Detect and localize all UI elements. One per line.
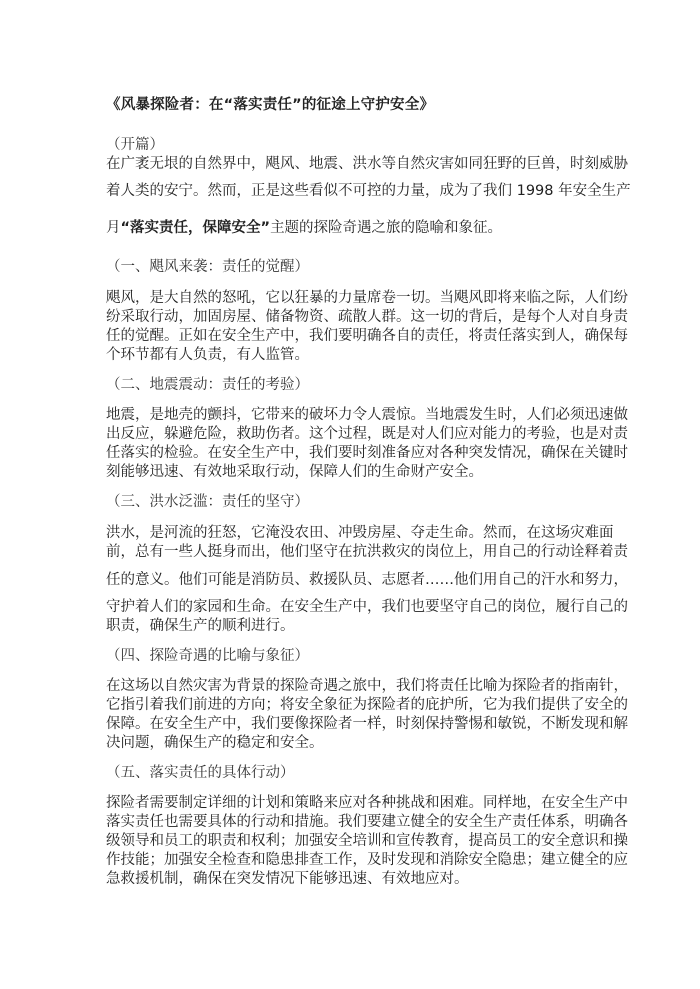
section-1-line: 纷采取行动，加固房屋、储备物资、疏散人群。这一切的背后，是每个人对自身责 (106, 309, 628, 325)
section-5-line: 级领导和员工的职责和权利；加强安全培训和宣传教育，提高员工的安全意识和操 (106, 833, 628, 849)
section-3-line: 守护着人们的家园和生命。在安全生产中，我们也要坚守自己的岗位，履行自己的 (106, 599, 628, 615)
section-4-line: 它指引着我们前进的方向；将安全象征为探险者的庇护所，它为我们提供了安全的 (106, 697, 628, 713)
section-2-line: 刻能够迅速、有效地采取行动，保障人们的生命财产安全。 (106, 464, 483, 480)
intro-line-1: 在广袤无垠的自然界中，飓风、地震、洪水等自然灾害如同狂野的巨兽，时刻威胁 (106, 156, 628, 172)
section-3-line: 任的意义。他们可能是消防员、救援队员、志愿者……他们用自己的汗水和努力， (106, 572, 628, 588)
section-1-line: 任的觉醒。正如在安全生产中，我们要明确各自的责任，将责任落实到人，确保每 (106, 328, 628, 344)
section-5-heading: （五、落实责任的具体行动） (106, 765, 295, 781)
intro-line-3 (106, 219, 502, 237)
section-5-line: 落实责任也需要具体的行动和措施。我们要建立健全的安全生产责任体系，明确各 (106, 814, 628, 830)
section-2-line: 出反应，躲避危险，救助伤者。这个过程，既是对人们应对能力的考验，也是对责 (106, 426, 628, 442)
section-3-line: 前，总有一些人挺身而出，他们坚守在抗洪救灾的岗位上，用自己的行动诠释着责 (106, 544, 628, 560)
section-3-heading: （三、洪水泛滥：责任的坚守） (106, 494, 309, 510)
intro-line-3-suffix: 主题的探险奇遇之旅的隐喻和象征。 (270, 220, 503, 236)
section-2-line: 任落实的检验。在安全生产中，我们要时刻准备应对各种突发情况，确保在关键时 (106, 445, 628, 461)
section-1-line: 飓风，是大自然的怒吼，它以狂暴的力量席卷一切。当飓风即将来临之际，人们纷 (106, 290, 628, 306)
section-4-line: 决问题，确保生产的稳定和安全。 (106, 735, 324, 751)
section-5-line: 作技能；加强安全检查和隐患排查工作，及时发现和消除安全隐患；建立健全的应 (106, 852, 628, 868)
section-5-line: 探险者需要制定详细的计划和策略来应对各种挑战和困难。同样地，在安全生产中 (106, 795, 628, 811)
section-1-heading: （一、飓风来袭：责任的觉醒） (106, 259, 309, 275)
section-4-heading: （四、探险奇遇的比喻与象征） (106, 648, 309, 664)
section-3-line: 洪水，是河流的狂怒，它淹没农田、冲毁房屋、夺走生命。然而，在这场灾难面 (106, 525, 614, 541)
intro-line-2: 着人类的安宁。然而，正是这些看似不可控的力量，成为了我们 1998 年安全生产 (106, 183, 631, 199)
section-5-line: 急救援机制，确保在突发情况下能够迅速、有效地应对。 (106, 871, 469, 887)
section-1-line: 个环节都有人负责，有人监管。 (106, 347, 309, 363)
document-title: 《风暴探险者：在“落实责任”的征途上守护安全》 (106, 97, 435, 113)
section-3-line: 职责，确保生产的顺利进行。 (106, 618, 295, 634)
section-4-line: 保障。在安全生产中，我们要像探险者一样，时刻保持警惕和敏锐，不断发现和解 (106, 716, 628, 732)
intro-heading: （开篇） (106, 137, 164, 153)
section-2-heading: （二、地震震动：责任的考验） (106, 377, 309, 393)
section-2-line: 地震，是地壳的颤抖，它带来的破坏力令人震惊。当地震发生时，人们必须迅速做 (106, 407, 628, 423)
section-4-line: 在这场以自然灾害为背景的探险奇遇之旅中，我们将责任比喻为探险者的指南针， (106, 678, 628, 694)
intro-line-3-prefix: 月 (106, 220, 121, 236)
intro-theme-bold: “落实责任，保障安全” (120, 220, 271, 236)
